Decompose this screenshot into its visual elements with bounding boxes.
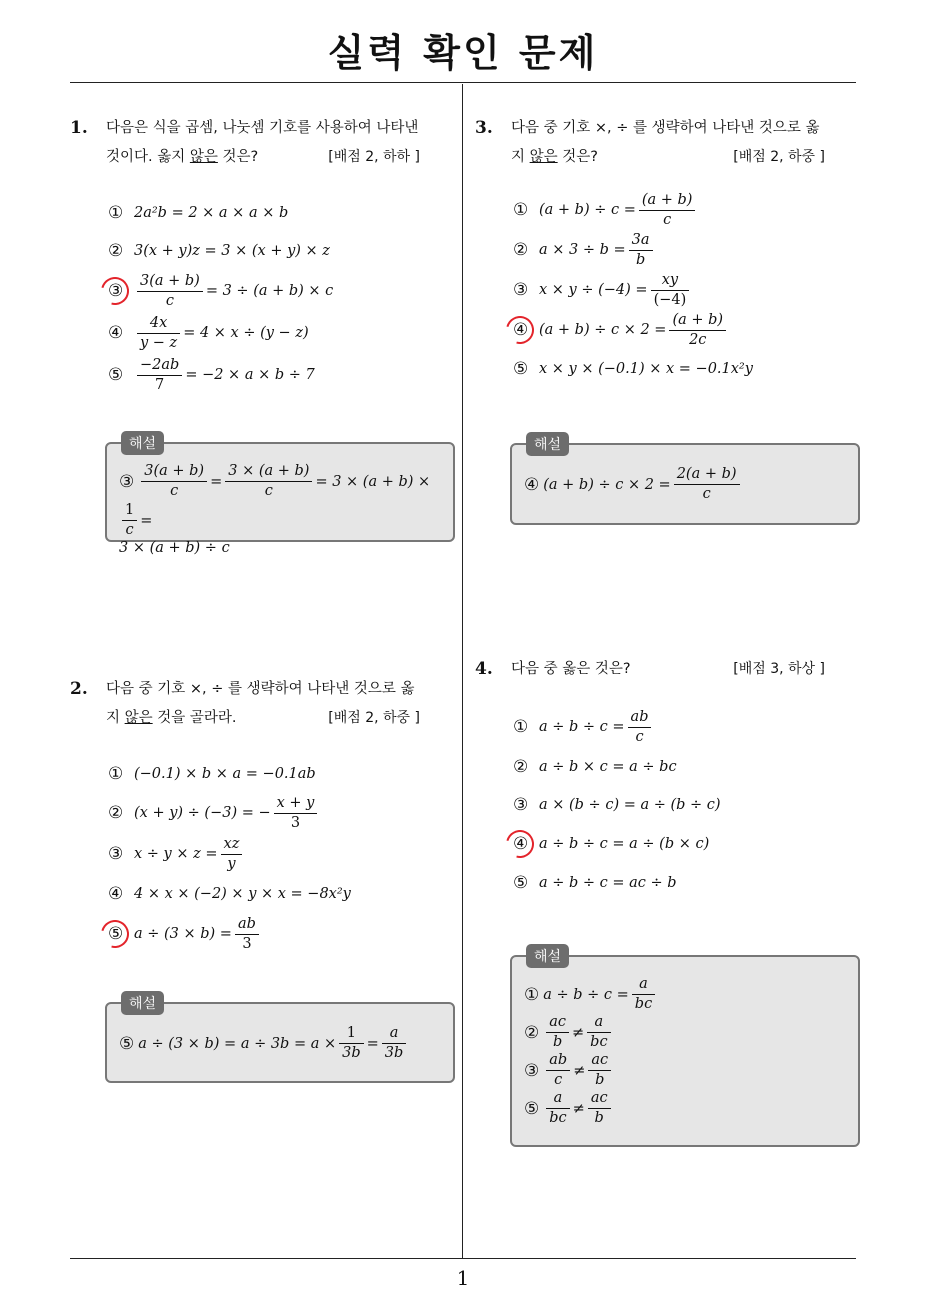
question-stem [475,655,825,684]
choice-number: ⑤ [513,359,529,379]
choice-expr: x × y × (−0.1) × x = −0.1x²y [539,361,753,377]
fraction [137,356,182,395]
choice-expr: = 4 × x ÷ (y − z) [183,325,309,341]
explanation-expr: (a + b) ÷ c × 2 = [543,476,671,493]
choice-expr: 3(x + y)z = 3 × (x + y) × z [134,243,330,259]
choice-expr: a ÷ b × c = a ÷ bc [539,759,677,775]
stem-text: 것은? [557,149,598,165]
question-3 [475,114,825,388]
choice-expr: (−0.1) × b × a = −0.1ab [134,766,316,782]
numerator: −2ab [137,356,182,376]
question-number: 4. [475,659,493,679]
fraction [674,465,740,504]
denominator: c [264,483,273,499]
fraction [651,271,690,310]
equals: = [210,473,223,490]
stem-text: 다음은 식을 곱셈, 나눗셈 기호를 사용하여 나타낸 것이다. 옳지 [106,120,419,165]
choice-number: ① [108,764,124,784]
denominator: c [635,728,644,745]
explanation-expr: a ÷ (3 × b) = a ÷ 3b = a × [138,1035,337,1052]
question-2 [70,675,420,955]
choice-number: ⑤ [108,365,124,385]
denominator: c [170,483,179,499]
numerator: ac [546,1013,569,1033]
explanation-tag: 해설 [526,432,569,456]
explanation-tag: 해설 [526,944,569,968]
numerator: ac [588,1051,611,1071]
fraction [122,501,137,540]
fraction [339,1024,364,1063]
stem-text: 다음 중 옳은 것은? [511,661,631,677]
explanation-line-3 [524,1051,846,1089]
not-equal: ≠ [572,1024,585,1041]
choice-4[interactable] [513,310,825,350]
numerator: a [546,1089,569,1109]
question-stem [475,114,825,172]
stem-underlined: 않은 [529,149,558,165]
numerator: 1 [339,1024,364,1044]
fraction [137,314,180,353]
question-1 [70,114,420,396]
numerator: a [632,975,655,995]
explanation-line-2: 3 × (a + b) ÷ c [119,540,230,556]
numerator: 3(a + b) [137,272,203,292]
choice-1[interactable] [513,190,825,230]
denominator: y [227,855,236,872]
denominator: c [702,486,711,502]
choice-list [70,194,420,396]
choice-1[interactable] [513,706,825,748]
selected-answer-mark [96,915,134,953]
numerator: a [382,1024,407,1044]
choice-3[interactable] [108,270,420,312]
stem-text: 다음 중 기호 ×, ÷ 를 생략하여 나타낸 것으로 옳지 [106,681,415,726]
choice-list [475,706,825,902]
explanation-line-1 [524,975,846,1013]
denominator: (−4) [653,291,687,308]
fraction [628,708,652,747]
explanation-number: ① [524,984,540,1005]
choice-5[interactable] [108,913,420,955]
denominator: b [594,1110,604,1126]
numerator: (a + b) [669,311,726,331]
stem-text: 것을 골라라. [152,710,237,726]
fraction [588,1089,611,1128]
denominator: b [635,251,646,268]
choice-expr: (x + y) ÷ (−3) = − [134,805,271,821]
numerator: 1 [122,501,137,521]
choice-5[interactable] [513,350,825,388]
choice-number: ③ [513,795,529,815]
numerator: xz [221,835,243,855]
stem-underlined: 않은 [189,149,218,165]
fraction [639,191,696,230]
fraction [587,1013,610,1052]
denominator: c [165,292,174,309]
choice-number: ① [513,200,529,220]
explanation-line-5 [524,1089,846,1127]
fraction [221,835,243,874]
stem-text: 다음 중 기호 ×, ÷ 를 생략하여 나타낸 것으로 옳지 [511,120,820,165]
denominator: 3b [384,1045,404,1061]
not-equal: ≠ [573,1062,586,1079]
choice-number: ④ [513,320,529,340]
selected-answer-mark [501,311,539,349]
numerator: x + y [274,794,318,814]
choice-2[interactable] [513,748,825,786]
question-stem [70,114,420,172]
top-rule [70,82,856,83]
choice-list [475,190,825,388]
equals: = [140,512,153,529]
explanation-number: ⑤ [524,1098,540,1119]
explanation-lines [512,957,858,1127]
page-title: 실력 확인 문제 [327,31,599,75]
selected-answer-mark [96,272,134,310]
fraction [225,462,312,501]
choice-expr: x × y ÷ (−4) = [539,282,648,298]
denominator: 3 [242,935,252,952]
explanation-box-4 [510,949,860,1147]
score-label: [배점 2, 하중 ] [733,149,825,165]
choice-expr: (a + b) ÷ c = [539,202,636,218]
numerator: 4x [137,314,180,334]
explanation-number: ③ [119,471,135,492]
choice-number: ⑤ [513,873,529,893]
choice-number: ③ [108,844,124,864]
not-equal: ≠ [572,1100,585,1117]
denominator: bc [549,1110,567,1126]
choice-number: ② [513,240,529,260]
question-number: 3. [475,118,493,138]
fraction [546,1051,570,1090]
choice-number: ④ [513,834,529,854]
numerator: ac [588,1089,611,1109]
explanation-line [107,444,453,540]
choice-expr: a ÷ b ÷ c = a ÷ (b × c) [539,836,710,852]
explanation-box-3 [510,437,860,525]
choice-number: ① [513,717,529,737]
choice-list [70,755,420,955]
choice-5[interactable] [513,864,825,902]
question-number: 2. [70,679,88,699]
score-label: [배점 2, 하중 ] [328,710,420,726]
numerator: 3 × (a + b) [225,462,312,482]
numerator: (a + b) [639,191,696,211]
fraction [588,1051,611,1090]
choice-4[interactable] [513,824,825,864]
choice-number: ⑤ [108,924,124,944]
fraction [629,231,653,270]
numerator: 3a [629,231,653,251]
fraction [137,272,203,311]
choice-3[interactable] [108,833,420,875]
choice-4[interactable] [108,875,420,913]
fraction [141,462,207,501]
choice-3[interactable] [513,270,825,310]
denominator: 3b [342,1045,361,1061]
numerator: ab [546,1051,570,1071]
denominator: y − z [140,334,178,351]
stem-underlined: 않은 [124,710,153,726]
choice-expr: = 3 ÷ (a + b) × c [205,283,334,299]
choice-4[interactable] [108,312,420,354]
choice-expr: 4 × x × (−2) × y × x = −8x²y [134,886,351,902]
choice-expr: a ÷ b ÷ c = [539,719,625,735]
column-divider [462,84,463,1258]
choice-1[interactable] [108,194,420,232]
choice-number: ③ [513,280,529,300]
choice-5[interactable] [108,354,420,396]
choice-expr: a × 3 ÷ b = [539,242,626,258]
choice-number: ④ [108,884,124,904]
explanation-tag: 해설 [121,991,164,1015]
explanation-number: ④ [524,474,540,495]
choice-expr: a ÷ (3 × b) = [134,926,232,942]
bottom-rule [70,1258,856,1259]
numerator: xy [651,271,690,291]
denominator: b [552,1034,563,1050]
numerator: ab [235,915,259,935]
choice-3[interactable] [513,786,825,824]
fraction [235,915,259,954]
choice-2[interactable] [513,230,825,270]
explanation-number: ② [524,1022,540,1043]
equals: = [366,1035,379,1052]
choice-expr: (a + b) ÷ c × 2 = [539,322,667,338]
explanation-number: ③ [524,1060,540,1081]
fraction [546,1089,569,1128]
explanation-box-2 [105,996,455,1083]
numerator: ab [628,708,652,728]
denominator: b [595,1072,605,1088]
denominator: 7 [155,376,165,393]
explanation-expr: = 3 × (a + b) × [315,473,431,490]
page-number: 1 [456,1266,470,1290]
choice-2[interactable] [108,232,420,270]
choice-expr: 2a²b = 2 × a × a × b [134,205,289,221]
choice-number: ② [108,803,124,823]
choice-1[interactable] [108,755,420,793]
fraction [274,794,318,833]
explanation-tag: 해설 [121,431,164,455]
question-number: 1. [70,118,88,138]
fraction [632,975,655,1014]
denominator: c [125,522,134,538]
choice-number: ② [513,757,529,777]
fraction [669,311,726,350]
choice-number: ④ [108,323,124,343]
choice-2[interactable] [108,793,420,833]
denominator: bc [590,1034,608,1050]
choice-number: ② [108,241,124,261]
numerator: 3(a + b) [141,462,207,482]
explanation-line-2 [524,1013,846,1051]
question-4 [475,655,825,902]
stem-text: 것은? [217,149,259,165]
selected-answer-mark [501,825,539,863]
fraction [546,1013,569,1052]
fraction [382,1024,407,1063]
choice-expr: x ÷ y × z = [134,846,218,862]
denominator: c [663,211,672,228]
denominator: bc [634,996,653,1012]
score-label: [배점 3, 하상 ] [733,661,825,677]
question-stem [70,675,420,733]
choice-expr: a × (b ÷ c) = a ÷ (b ÷ c) [539,797,721,813]
choice-number: ① [108,203,124,223]
choice-expr: a ÷ b ÷ c = ac ÷ b [539,875,677,891]
explanation-box-1 [105,436,455,556]
denominator: c [554,1072,563,1088]
choice-expr: = −2 × a × b ÷ 7 [185,367,315,383]
numerator: a [587,1013,610,1033]
explanation-number: ⑤ [119,1033,135,1054]
explanation-expr: a ÷ b ÷ c = [543,986,629,1003]
choice-number: ③ [108,281,124,301]
denominator: 3 [290,814,301,831]
score-label: [배점 2, 하하 ] [328,149,420,165]
denominator: 2c [689,331,707,348]
numerator: 2(a + b) [674,465,740,485]
